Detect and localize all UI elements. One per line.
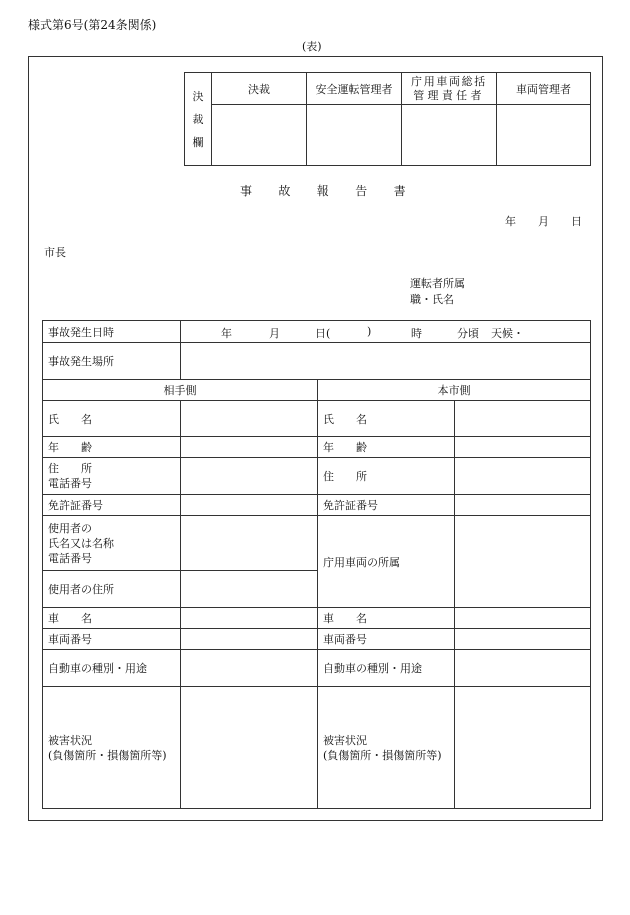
city-age-label: 年 齢 (318, 437, 455, 458)
other-car-type-label: 自動車の種別・用途 (43, 650, 181, 687)
city-side-header: 本市側 (318, 380, 591, 401)
other-party-header: 相手側 (43, 380, 318, 401)
city-license-label: 免許証番号 (318, 495, 455, 516)
incident-place-field[interactable] (181, 343, 591, 380)
approval-table (184, 72, 591, 166)
vehicle-affiliation-field[interactable] (455, 516, 591, 608)
driver-name-label: 職・氏名 (410, 293, 454, 306)
other-name-field[interactable] (181, 401, 318, 437)
approval-header-fleet-supervisor: 庁用車両総括 管理責任者 (402, 73, 497, 105)
approval-header-safety-manager: 安全運転管理者 (307, 73, 402, 105)
report-date: 年 月 日 (505, 215, 582, 228)
city-car-type-label: 自動車の種別・用途 (318, 650, 455, 687)
other-car-type-field[interactable] (181, 650, 318, 687)
approval-stamp-cell[interactable] (212, 105, 307, 166)
incident-datetime-label: 事故発生日時 (43, 321, 181, 343)
other-age-label: 年 齢 (43, 437, 181, 458)
city-car-number-field[interactable] (455, 629, 591, 650)
other-car-name-field[interactable] (181, 608, 318, 629)
city-car-name-field[interactable] (455, 608, 591, 629)
approval-stamp-cell[interactable] (307, 105, 402, 166)
driver-affiliation-label: 運転者所属 (410, 277, 465, 290)
approval-row-label: 決 裁 欄 (185, 73, 212, 166)
city-address-label: 住 所 (318, 458, 455, 495)
accident-report-table (42, 320, 591, 809)
city-damage-field[interactable] (455, 687, 591, 809)
other-damage-field[interactable] (181, 687, 318, 809)
other-license-field[interactable] (181, 495, 318, 516)
other-age-field[interactable] (181, 437, 318, 458)
city-license-field[interactable] (455, 495, 591, 516)
approval-stamp-cell[interactable] (402, 105, 497, 166)
other-damage-label: 被害状況 (負傷箇所・損傷箇所等) (43, 687, 181, 809)
incident-datetime-field[interactable]: 年 月 日( ) 時 分頃 天候・ (181, 321, 591, 343)
city-name-field[interactable] (455, 401, 591, 437)
vehicle-user-address-label: 使用者の住所 (43, 571, 181, 608)
approval-stamp-cell[interactable] (497, 105, 591, 166)
city-age-field[interactable] (455, 437, 591, 458)
other-name-label: 氏 名 (43, 401, 181, 437)
vehicle-user-name-label: 使用者の 氏名又は名称 電話番号 (43, 516, 181, 571)
incident-place-label: 事故発生場所 (43, 343, 181, 380)
other-address-phone-label: 住 所 電話番号 (43, 458, 181, 495)
form-number-label: 様式第6号(第24条関係) (28, 18, 157, 32)
other-car-name-label: 車 名 (43, 608, 181, 629)
approval-header-vehicle-manager: 車両管理者 (497, 73, 591, 105)
vehicle-affiliation-label: 庁用車両の所属 (318, 516, 455, 608)
other-car-number-field[interactable] (181, 629, 318, 650)
front-side-label: (表) (302, 40, 322, 53)
other-license-label: 免許証番号 (43, 495, 181, 516)
approval-header-decision: 決裁 (212, 73, 307, 105)
other-address-phone-field[interactable] (181, 458, 318, 495)
document-title: 事 故 報 告 書 (240, 184, 413, 198)
vehicle-user-name-field[interactable] (181, 516, 318, 571)
city-car-number-label: 車両番号 (318, 629, 455, 650)
city-damage-label: 被害状況 (負傷箇所・損傷箇所等) (318, 687, 455, 809)
city-address-field[interactable] (455, 458, 591, 495)
addressee: 市長 (44, 246, 66, 259)
vehicle-user-address-field[interactable] (181, 571, 318, 608)
other-car-number-label: 車両番号 (43, 629, 181, 650)
city-car-name-label: 車 名 (318, 608, 455, 629)
city-car-type-field[interactable] (455, 650, 591, 687)
city-name-label: 氏 名 (318, 401, 455, 437)
